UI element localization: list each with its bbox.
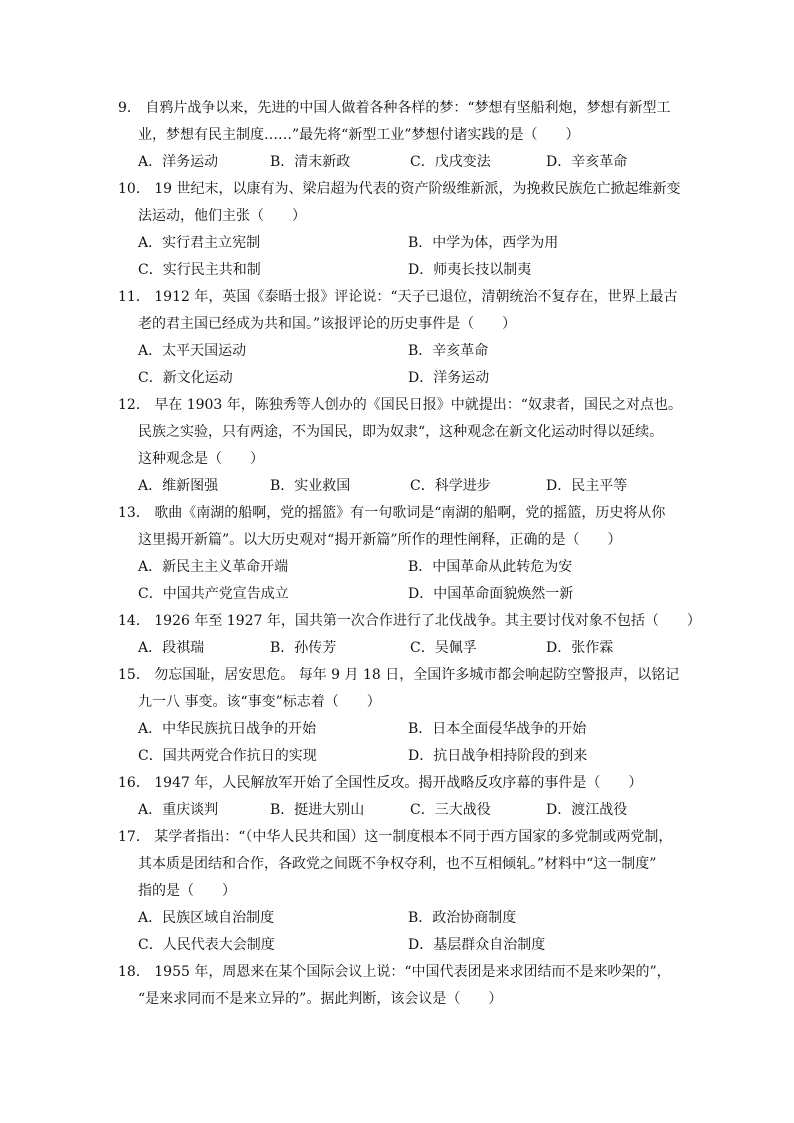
- question-stem-line: 18． 1955 年，周恩来在某个国际会议上说：“中国代表团是来求团结而不是来吵架的”，: [118, 964, 671, 980]
- option-c: C．戊戌变法: [410, 154, 491, 170]
- question-stem-line: 老的君主国已经成为共和国。”该报评论的历史事件是（ ）: [138, 316, 517, 332]
- question-9: [118, 95, 678, 176]
- options-row: [118, 554, 678, 581]
- question-stem-line: 指的是（ ）: [138, 883, 236, 899]
- option-d: D．张作霖: [546, 640, 614, 656]
- option-c: C．科学进步: [410, 478, 491, 494]
- option-d: D．洋务运动: [408, 370, 490, 386]
- option-a: A．新民主主义革命开端: [138, 559, 289, 575]
- question-stem-line: 9． 自鸦片战争以来，先进的中国人做着各种各样的梦：“梦想有坚船利炮，梦想有新型工: [118, 100, 671, 116]
- option-c: C．中国共产党宣告成立: [138, 586, 289, 602]
- question-stem-line: 这里揭开新篇”。以大历史观对“揭开新篇”所作的理性阐释，正确的是（ ）: [138, 532, 622, 548]
- option-b: B．实业救国: [270, 478, 351, 494]
- question-18: [118, 959, 678, 1013]
- option-a: A．民族区域自治制度: [138, 910, 275, 926]
- question-stem-line: 民族之实验，只有两途，不为国民，即为奴隶“，这种观念在新文化运动时得以延续。: [138, 424, 664, 440]
- option-b: B．辛亥革命: [408, 343, 489, 359]
- option-d: D．渡江战役: [546, 802, 628, 818]
- option-a: A．重庆谈判: [138, 802, 219, 818]
- question-16: [118, 770, 678, 824]
- question-stem-line: 16． 1947 年，人民解放军开始了全国性反攻。揭开战略反攻序幕的事件是（ ）: [118, 775, 643, 791]
- option-b: B．孙传芳: [270, 640, 337, 656]
- options-row: [118, 230, 678, 257]
- options-row: [118, 716, 678, 743]
- options-row: [118, 365, 678, 392]
- option-a: A．中华民族抗日战争的开始: [138, 721, 317, 737]
- option-c: C．实行民主共和制: [138, 262, 261, 278]
- options-row: [118, 581, 678, 608]
- option-c: C．人民代表大会制度: [138, 937, 275, 953]
- question-stem-line: 12． 早在 1903 年，陈独秀等人创办的《国民日报》中就提出：“奴隶者，国民之对点也。: [118, 397, 682, 413]
- option-d: D．民主平等: [546, 478, 628, 494]
- question-10: [118, 176, 681, 284]
- question-stem-line: 15． 勿忘国耻，居安思危。 每年 9 月 18 日，全国许多城市都会响起防空警报声，以铭记: [118, 667, 680, 683]
- options-row: [118, 473, 678, 500]
- question-stem-line: 10． 19 世纪末，以康有为、梁启超为代表的资产阶级维新派，为挽救民族危亡掀起维新变: [118, 181, 681, 197]
- question-stem-line: 法运动，他们主张（ ）: [138, 208, 306, 224]
- question-stem-line: 13． 歌曲《南湖的船啊，党的摇篮》有一句歌词是“南湖的船啊，党的摇篮，历史将从你: [118, 505, 666, 521]
- option-c: C．三大战役: [410, 802, 491, 818]
- option-a: A．维新图强: [138, 478, 219, 494]
- question-stem-line: 其本质是团结和合作，各政党之间既不争权夺利，也不互相倾轧。”材料中“这一制度”: [138, 856, 657, 872]
- question-stem-line: “是来求同而不是来立异的”。据此判断，该会议是（ ）: [138, 991, 503, 1007]
- option-d: D．辛亥革命: [546, 154, 628, 170]
- question-stem-line: 九一八 事变。该“事变”标志着（ ）: [138, 694, 381, 710]
- question-stem-line: 业，梦想有民主制度……”最先将“新型工业”梦想付诸实践的是（ ）: [138, 127, 580, 143]
- options-row: [118, 797, 678, 824]
- question-11: [118, 284, 678, 392]
- question-13: [118, 500, 678, 608]
- option-b: B．清末新政: [270, 154, 351, 170]
- option-a: A．洋务运动: [138, 154, 219, 170]
- option-a: A．实行君主立宪制: [138, 235, 261, 251]
- option-c: C．新文化运动: [138, 370, 233, 386]
- question-17: [118, 824, 678, 959]
- option-c: C．吴佩孚: [410, 640, 477, 656]
- question-12: [118, 392, 682, 500]
- question-stem-line: 这种观念是（ ）: [138, 451, 264, 467]
- options-row: [118, 149, 678, 176]
- option-b: B．中学为体，西学为用: [408, 235, 559, 251]
- options-row: [118, 905, 678, 932]
- options-row: [118, 743, 678, 770]
- options-row: [118, 932, 678, 959]
- option-d: D．抗日战争相持阶段的到来: [408, 748, 588, 764]
- option-a: A．太平天国运动: [138, 343, 247, 359]
- options-row: [118, 635, 678, 662]
- options-row: [118, 338, 678, 365]
- option-b: B．政治协商制度: [408, 910, 517, 926]
- option-b: B．挺进大别山: [270, 802, 365, 818]
- option-d: D．中国革命面貌焕然一新: [408, 586, 574, 602]
- question-15: [118, 662, 678, 770]
- option-d: D．基层群众自治制度: [408, 937, 546, 953]
- option-d: D．师夷长技以制夷: [408, 262, 532, 278]
- option-b: B．中国革命从此转危为安: [408, 559, 573, 575]
- question-stem-line: 17． 某学者指出：“（中华人民共和国）这一制度根本不同于西方国家的多党制或两党制，: [118, 829, 673, 845]
- question-stem-line: 11． 1912 年，英国《泰晤士报》评论说：“天子已退位，清朝统治不复存在，世界上最古: [118, 289, 678, 305]
- options-row: [118, 257, 678, 284]
- question-14: [118, 608, 701, 662]
- option-a: A．段祺瑞: [138, 640, 205, 656]
- question-stem-line: 14． 1926 年至 1927 年，国共第一次合作进行了北伐战争。其主要讨伐对象不包括（ ）: [118, 613, 701, 629]
- option-b: B．日本全面侵华战争的开始: [408, 721, 587, 737]
- option-c: C．国共两党合作抗日的实现: [138, 748, 317, 764]
